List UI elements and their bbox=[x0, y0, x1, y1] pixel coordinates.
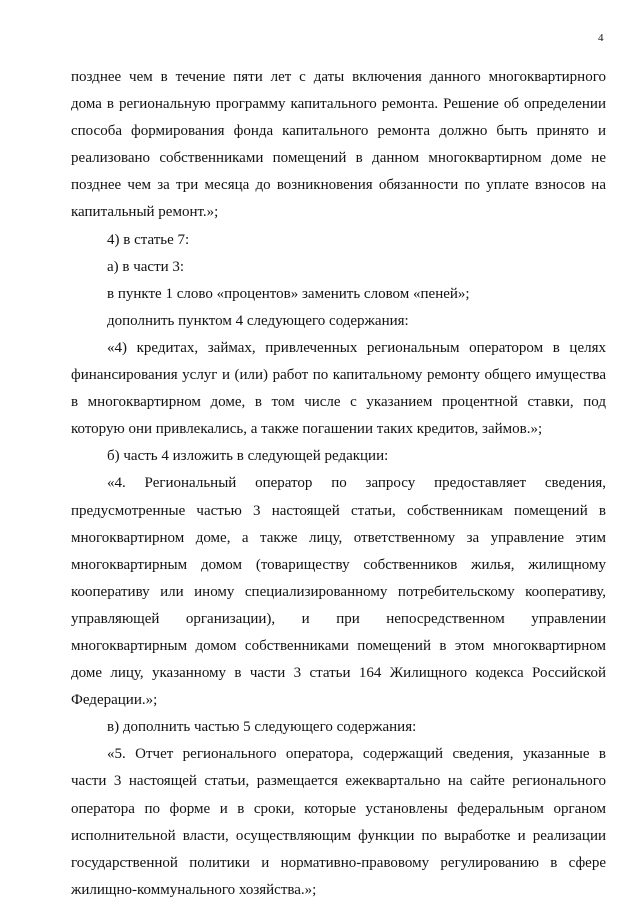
document-line: государственной политики и нормативно-правовому регулированию в сфере bbox=[71, 854, 606, 871]
document-line: финансирования услуг и (или) работ по капитальному ремонту общего имущества bbox=[71, 367, 606, 384]
document-line: позднее чем в течение пяти лет с даты включения данного многоквартирного bbox=[71, 69, 606, 85]
document-line: предусмотренные частью 3 настоящей статьи, собственникам помещений в bbox=[71, 502, 606, 519]
document-line: жилищно-коммунального хозяйства.»; bbox=[71, 881, 317, 898]
document-line: способа формирования фонда капитального ремонта должно быть принято и bbox=[71, 123, 606, 140]
document-line: 4) в статье 7: bbox=[107, 231, 190, 248]
document-line: дополнить пунктом 4 следующего содержания: bbox=[107, 312, 409, 329]
page-number: 4 bbox=[598, 32, 604, 44]
document-line: б) часть 4 изложить в следующей редакции: bbox=[107, 448, 389, 465]
document-line: в пункте 1 слово «процентов» заменить словом «пеней»; bbox=[107, 285, 470, 302]
document-line: многоквартирном доме, а также лицу, ответственному за управление этим bbox=[71, 529, 606, 546]
document-line: доме лицу, указанному в части 3 статьи 164 Жилищного кодекса Российской bbox=[71, 665, 606, 682]
document-line: кооперативу или иному специализированному потребительскому кооперативу, bbox=[71, 583, 606, 600]
document-line: капитальный ремонт.»; bbox=[71, 204, 219, 221]
document-line: многоквартирным домом собственниками помещений в этом многоквартирном bbox=[71, 637, 606, 654]
document-line: «5. Отчет регионального оператора, содержащий сведения, указанные в bbox=[107, 746, 606, 763]
document-line: в многоквартирном доме, в том числе с указанием процентной ставки, под bbox=[71, 394, 606, 411]
document-line: оператора по форме и в сроки, которые установлены федеральным органом bbox=[71, 800, 606, 817]
document-line: части 3 настоящей статьи, размещается ежеквартально на сайте регионального bbox=[71, 773, 606, 790]
document-line: дома в региональную программу капитального ремонта. Решение об определении bbox=[71, 96, 606, 113]
document-line: многоквартирным домом (товариществу собственников жилья, жилищному bbox=[71, 556, 606, 573]
document-line: исполнительной власти, осуществляющим функции по выработке и реализации bbox=[71, 827, 606, 844]
document-line: а) в части 3: bbox=[107, 258, 185, 275]
document-line: позднее чем за три месяца до возникновения обязанности по уплате взносов на bbox=[71, 177, 606, 194]
document-line: Федерации.»; bbox=[71, 692, 158, 709]
document-line: «4. Региональный оператор по запросу предоставляет сведения, bbox=[107, 475, 606, 492]
document-text bbox=[71, 64, 606, 904]
document-line: «4) кредитах, займах, привлеченных региональным оператором в целях bbox=[107, 339, 606, 356]
document-line: которую они привлекались, а также погашении таких кредитов, займов.»; bbox=[71, 421, 543, 438]
document-line: управляющей организации), и при непосредственном управлении bbox=[71, 610, 606, 627]
document-line: реализовано собственниками помещений в данном многоквартирном доме не bbox=[71, 150, 606, 167]
document-line: в) дополнить частью 5 следующего содержания: bbox=[107, 719, 417, 736]
